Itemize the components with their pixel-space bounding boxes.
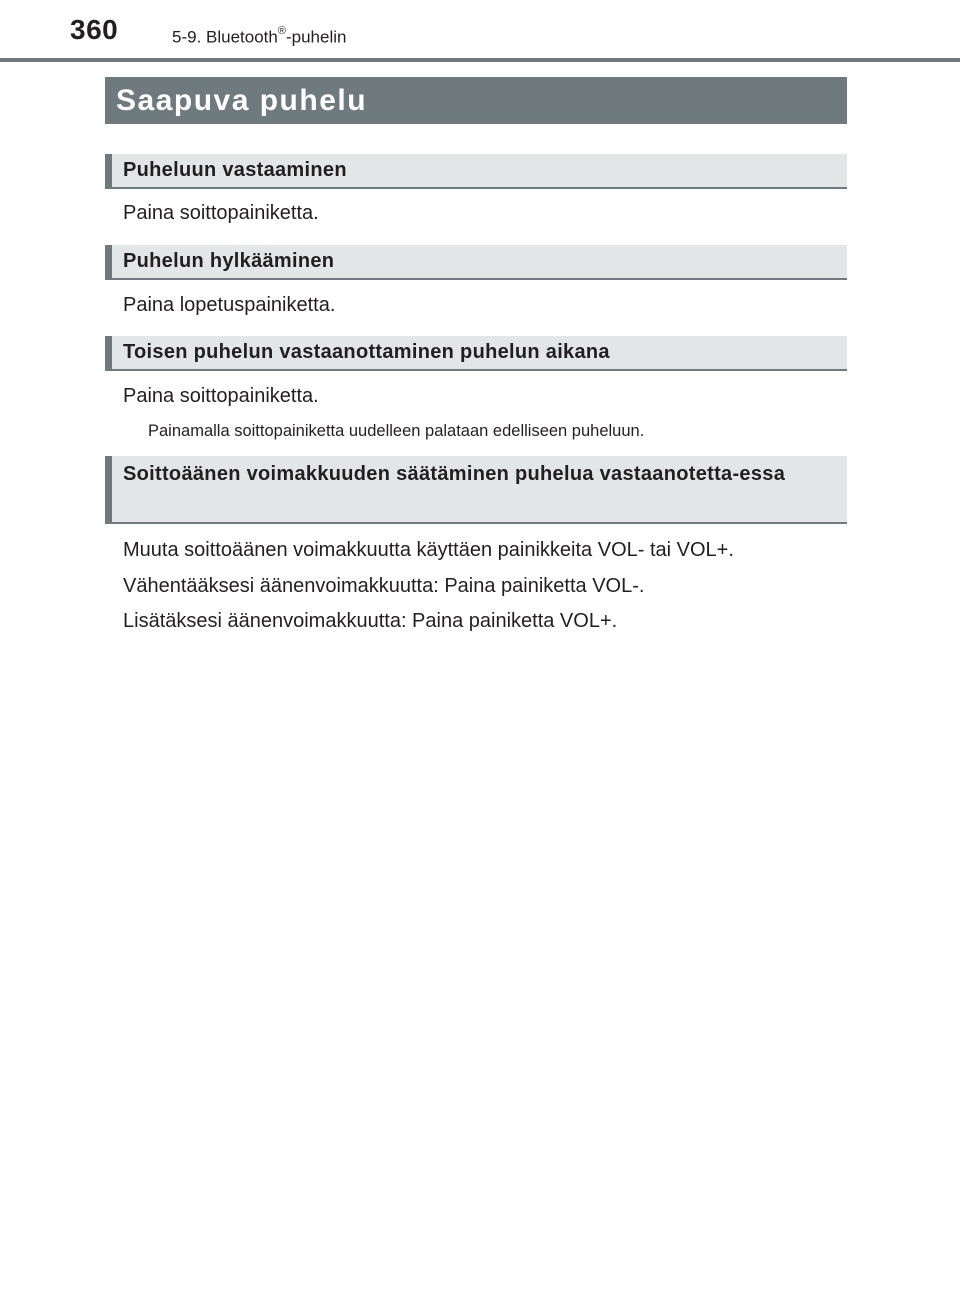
running-head-suffix: -puhelin <box>285 27 347 47</box>
ringtone-volume-text: Muuta soittoäänen voimakkuutta käyttäen painikkeita VOL- tai VOL+. <box>123 539 734 561</box>
heading-rejecting: Puhelun hylkääminen <box>105 245 847 280</box>
running-head-chapter: 5-9. Bluetooth <box>172 27 278 47</box>
running-head <box>172 27 346 48</box>
volume-up-text: Lisätäksesi äänenvoimakkuutta: Paina painiketta VOL+. <box>123 610 618 632</box>
page-number: 360 <box>70 14 119 45</box>
heading-second-call: Toisen puhelun vastaanottaminen puhelun aikana <box>105 336 847 371</box>
section-title: Saapuva puhelu <box>105 77 847 124</box>
second-call-text: Paina soittopainiketta. <box>123 385 319 407</box>
registered-mark: ® <box>277 25 286 37</box>
answering-text: Paina soittopainiketta. <box>123 202 319 224</box>
heading-ringtone-volume: Soittoäänen voimakkuuden säätäminen puhelua vastaanotetta-essa <box>105 456 847 524</box>
rejecting-text: Paina lopetuspainiketta. <box>123 294 336 316</box>
heading-answering: Puheluun vastaaminen <box>105 154 847 189</box>
second-call-note: Painamalla soittopainiketta uudelleen palataan edelliseen puheluun. <box>148 422 645 440</box>
header-rule <box>0 58 960 62</box>
volume-down-text: Vähentääksesi äänenvoimakkuutta: Paina painiketta VOL-. <box>123 575 645 597</box>
